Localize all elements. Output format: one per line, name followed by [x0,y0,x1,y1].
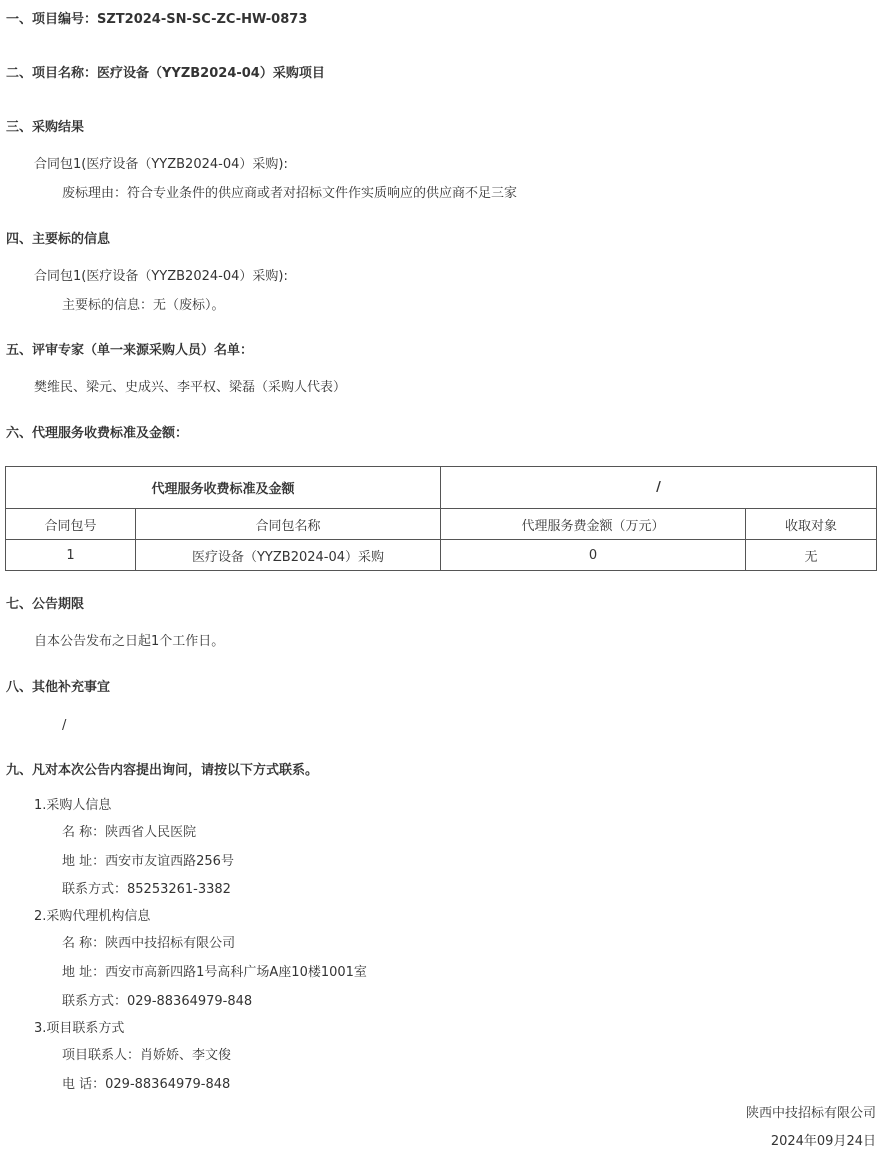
procurement-result-package: 合同包1(医疗设备（YYZB2024-04）采购): [34,157,288,172]
purchaser-contact: 联系方式：85253261-3382 [62,882,231,897]
project-number-label: 一、项目编号： [6,12,98,27]
cancellation-reason: 废标理由：符合专业条件的供应商或者对招标文件作实质响应的供应商不足三家 [62,186,518,201]
column-header-package-no: 合同包号 [6,509,136,540]
purchaser-name: 名 称：陕西省人民医院 [62,825,197,840]
agency-name: 名 称：陕西中技招标有限公司 [62,936,236,951]
experts-heading: 五、评审专家（单一来源采购人员）名单： [6,343,254,358]
purchaser-info-heading: 1.采购人信息 [34,798,112,813]
cell-fee-amount: 0 [441,540,746,571]
project-contact-phone: 电 话：029-88364979-848 [62,1077,231,1092]
table-column-headers [6,509,877,540]
agency-fee-heading: 六、代理服务收费标准及金额： [6,426,189,441]
column-header-fee-amount: 代理服务费金额（万元） [441,509,746,540]
project-number-value: SZT2024-SN-SC-ZC-HW-0873 [97,12,308,27]
column-header-package-name: 合同包名称 [136,509,441,540]
project-name-label: 二、项目名称： [6,66,98,81]
procurement-result-heading: 三、采购结果 [6,120,85,135]
other-matters-text: / [62,718,67,733]
table-row [6,540,877,571]
announcement-period-heading: 七、公告期限 [6,597,85,612]
experts-names: 樊维民、梁元、史成兴、李平权、梁磊（采购人代表） [34,380,347,395]
contact-heading: 九、凡对本次公告内容提出询问，请按以下方式联系。 [6,763,319,778]
main-subject-package: 合同包1(医疗设备（YYZB2024-04）采购): [34,269,288,284]
project-contact-heading: 3.项目联系方式 [34,1021,125,1036]
cell-payer: 无 [746,540,877,571]
table-header-row [6,467,877,509]
project-number-heading [6,12,307,28]
project-contact-persons: 项目联系人：肖娇娇、李文俊 [62,1048,232,1063]
purchaser-address: 地 址：西安市友谊西路256号 [62,854,234,869]
fee-standard-value: / [441,467,877,509]
main-subject-heading: 四、主要标的信息 [6,232,111,247]
footer-company: 陕西中技招标有限公司 [745,1106,876,1121]
agency-address: 地 址：西安市高新四路1号高科广场A座10楼1001室 [62,965,367,980]
agency-contact: 联系方式：029-88364979-848 [62,994,253,1009]
cell-package-name: 医疗设备（YYZB2024-04）采购 [136,540,441,571]
announcement-period-text: 自本公告发布之日起1个工作日。 [34,634,225,649]
main-subject-info: 主要标的信息：无（废标）。 [62,298,225,313]
agency-fee-table [5,466,877,571]
agency-info-heading: 2.采购代理机构信息 [34,909,151,924]
project-name-value: 医疗设备（YYZB2024-04）采购项目 [97,66,325,81]
cell-package-no: 1 [6,540,136,571]
project-name-heading [6,66,325,82]
footer-date: 2024年09月24日 [770,1134,876,1149]
other-matters-heading: 八、其他补充事宜 [6,680,111,695]
column-header-payer: 收取对象 [746,509,877,540]
fee-standard-label: 代理服务收费标准及金额 [6,467,441,509]
